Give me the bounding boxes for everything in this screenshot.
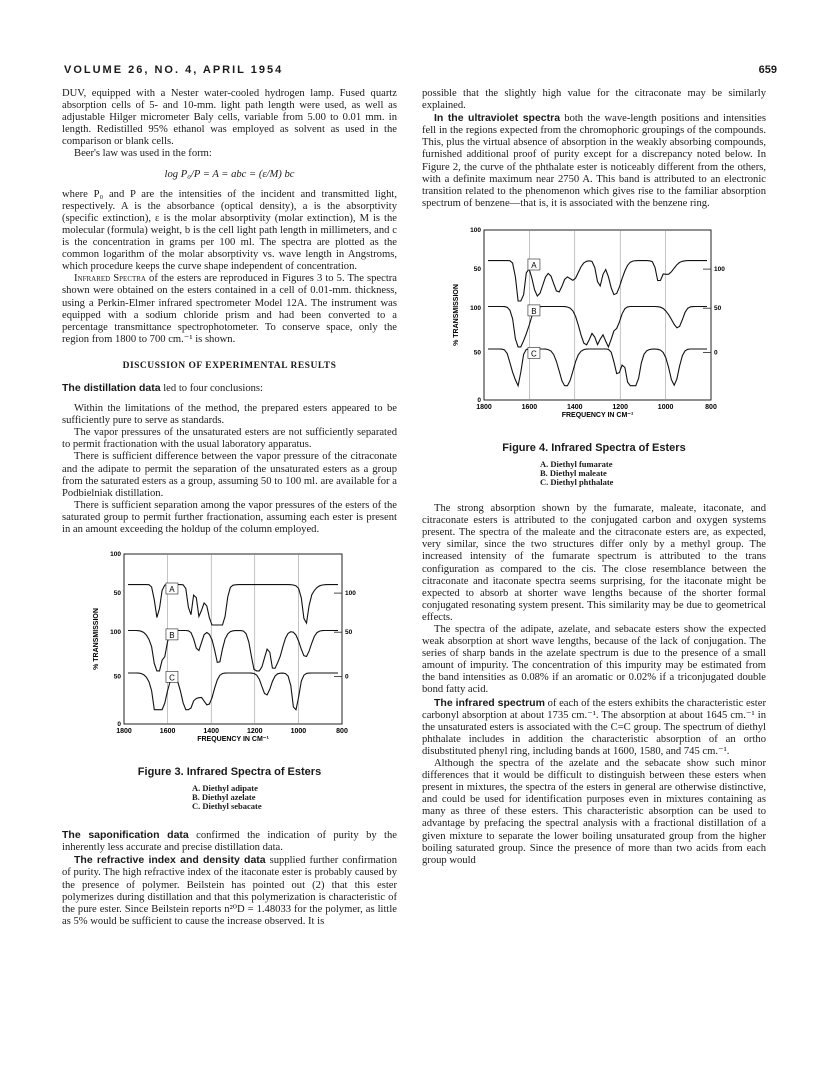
run-in-heading: The saponification data: [62, 829, 189, 842]
left-tick-label: 0: [117, 721, 121, 729]
curve-label: C: [531, 349, 537, 359]
left-tick-label: 100: [110, 551, 121, 559]
legend-item: B. Diethyl maleate: [540, 468, 607, 479]
legend-item: C. Diethyl phthalate: [540, 477, 614, 488]
curve-label: A: [531, 260, 537, 270]
right-tick-label: 0: [714, 349, 718, 357]
paragraph: The vapor pressures of the unsaturated esters are not sufficiently separated to permit fractionation with the usual laboratory apparatus.: [62, 427, 397, 451]
curve-label: B: [531, 306, 537, 316]
paragraph: The strong absorption shown by the fumarate, maleate, itaconate, and citraconate esters is attributed to the conjugated carbon and oxygen systems present. The spectra of the maleate and the citraconate esters are, as expected, very similar, since the two structures differ only by a methyl group. The increased intensity of the fumarate spectrum is attributed to the trans configuration as compared to the cis. The close resemblance between the citraconate and itaconate spectra seems surprising, for the itaconate might be expected to absorb at shorter wave lengths because of the shorter formal conjugated resonating system present. This similarity may be due to geometrical effects.: [422, 503, 766, 623]
x-tick-label: 1400: [203, 728, 219, 736]
left-tick-label: 100: [470, 226, 481, 234]
spectrum-curve: [128, 585, 338, 625]
paragraph: Infrared Spectra of the esters are reproduced in Figures 3 to 5. The spectra shown were obtained on the esters contained in a cell of 0.01-mm. thickness, using a Perkin-Elmer infrared spectrometer Model 12A. The instrument was equipped with a sodium chloride prism and had been converted to a percentage transmittance spectrophotometer. To conserve space, only the region from 1800 to 700 cm.⁻¹ is shown.: [62, 273, 397, 345]
x-tick-label: 1000: [657, 403, 674, 411]
paragraph: The infrared spectrum of each of the esters exhibits the characteristic ester carbonyl absorption at about 1735 cm.⁻¹. The absorption at about 1645 cm.⁻¹ in the unsaturated esters is associated with the C=C group. The spectrum of diethyl phthalate includes in addition the characteristic absorption of an ortho disubstituted phenyl ring, including bands at 1600, 1580, and 745 cm.⁻¹.: [422, 696, 766, 757]
figure-caption: Figure 3. Infrared Spectra of Esters: [137, 766, 322, 779]
curve-label: A: [169, 585, 175, 595]
legend-item: A. Diethyl adipate: [192, 783, 258, 794]
paragraph: There is sufficient separation among the vapor pressures of the esters of the saturated group to permit further fractionation, assuming each ester is present in an amount exceeding the holdup of the column employed.: [62, 499, 397, 535]
curve-label: C: [169, 673, 175, 683]
paragraph: The refractive index and density data supplied further confirmation of purity. The high refractive index of the itaconate ester is probably caused by the presence of polymer. Beilstein has pointed out (2) that this ester polymerizes during distillation and that this polymerization is characteristic of the pure ester. Since Beilstein reports n²⁰D = 1.48033 for the polymer, as little as 5% would be sufficient to cause the increase observed. It is: [62, 854, 397, 927]
figure-legend: [540, 460, 766, 487]
y-axis-label: % TRANSMISSION: [93, 608, 100, 671]
spectrum-curve: [128, 631, 338, 671]
left-tick-label: 50: [473, 266, 481, 274]
section-title: DISCUSSION OF EXPERIMENTAL RESULTS: [122, 360, 337, 371]
left-tick-label: 50: [113, 673, 121, 681]
x-tick-label: 1200: [247, 728, 263, 736]
left-tick-label: 0: [477, 396, 481, 404]
left-tick-label: 100: [110, 629, 121, 637]
run-in-heading: Infrared Spectra: [74, 273, 146, 285]
right-tick-label: 0: [345, 673, 349, 681]
curve-label: B: [169, 630, 175, 640]
x-tick-label: 1800: [476, 403, 492, 411]
paragraph: DUV, equipped with a Nester water-cooled hydrogen lamp. Fused quartz absorption cells of 5- and 10-mm. light path length were used, as well as adjustable Hilger micrometer Baly cells, variable from 5.00 to 0.01 mm. in length. Redistilled 95% ethanol was employed as solvent as used in the comparison or blank cells.: [62, 88, 397, 148]
x-tick-label: 1600: [159, 728, 176, 736]
equation: log P₀/P = A = abc = (ε/M) bc: [164, 168, 295, 180]
run-in-heading: The refractive index and density data: [74, 854, 266, 867]
left-tick-label: 50: [113, 590, 121, 598]
spectrum-curve: [488, 261, 707, 301]
paragraph: The saponification data confirmed the indication of purity by the inherently less accurate and precise distillation data.: [62, 829, 397, 854]
page-number: 659: [758, 64, 777, 76]
right-tick-label: 100: [345, 590, 356, 598]
spectrum-curve: [128, 673, 338, 710]
legend-item: B. Diethyl azelate: [192, 792, 256, 803]
paragraph: Within the limitations of the method, the prepared esters appeared to be sufficiently pure to serve as standards.: [62, 403, 397, 427]
figure-legend: [192, 784, 397, 811]
figure-4: [422, 222, 766, 487]
x-tick-label: 800: [336, 728, 348, 736]
paragraph: Although the spectra of the azelate and the sebacate show such minor differences that it would be difficult to distinguish between these esters when present in mixtures, the spectra of the esters in general are otherwise distinctive, and could be used for identification purposes even in mixtures containing as many as three of these esters. This characteristic absorption can be used to advantage by prefacing the spectral analysis with a fractional distillation of a given mixture to separate the lower boiling unsaturated group from the higher boiling saturated group. Since the presence of more than two acids from each group would: [422, 758, 766, 866]
paragraph: where P₀ and P are the intensities of the incident and transmitted light, respectively. A is the absorbance (optical density), a is the absorptivity (specific extinction), ε is the molar absorptivity (molar extinction), M is the molecular (formula) weight, b is the cell light path length in millimeters, and c is the concentration in grams per 100 ml. The spectra are plotted as the common logarithm of the molar absorptivity vs. wave length in Angstroms, which procedure keeps the curve shape independent of concentration.: [62, 188, 397, 273]
x-axis-label: FREQUENCY IN CM⁻¹: [561, 411, 634, 419]
right-column: [422, 88, 766, 867]
legend-item: A. Diethyl fumarate: [540, 459, 613, 470]
figure-caption: Figure 4. Infrared Spectra of Esters: [502, 441, 686, 454]
paragraph: Beer's law was used in the form:: [74, 148, 212, 160]
x-tick-label: 1800: [116, 728, 132, 736]
figure-4-plot: [422, 222, 766, 440]
running-header: VOLUME 26, NO. 4, APRIL 1954: [64, 64, 284, 76]
right-tick-label: 100: [714, 266, 725, 274]
x-tick-label: 1400: [567, 403, 583, 411]
left-column: [62, 88, 397, 928]
spectrum-curve: [488, 349, 707, 386]
legend-item: C. Diethyl sebacate: [192, 801, 262, 812]
run-in-heading: The distillation data: [62, 381, 161, 394]
left-tick-label: 100: [470, 305, 481, 313]
spectrum-curve: [488, 306, 707, 346]
run-in-heading: In the ultraviolet spectra: [434, 112, 561, 125]
right-tick-label: 50: [714, 305, 722, 313]
figure-3: [62, 546, 397, 811]
right-tick-label: 50: [345, 629, 353, 637]
paragraph: In the ultraviolet spectra both the wave-length positions and intensities fell in the regions expected from the chromophoric groupings of the compounds. This, plus the virtual absence of absorption in the weakly absorbing compounds, furnished additional proof of purity except for a discrepancy noted below. In Figure 2, the curve of the phthalate ester is noticeably different from the others, with a definite maximum near 2750 A. This band is attributed to an electronic transition related to the phenomenon which gives rise to the familiar absorption spectrum of benzene—that is, it is associated with the benzene ring.: [422, 112, 766, 209]
x-tick-label: 1600: [521, 403, 538, 411]
paragraph: The distillation data led to four conclusions:: [62, 381, 263, 394]
x-tick-label: 1200: [612, 403, 628, 411]
paragraph: The spectra of the adipate, azelate, and sebacate esters show the expected weak absorption at short wave lengths, because of the lack of conjugation. The series of sharp bands in the azelate spectrum is due to the presence of a small amount of impurity. The concentration of this impurity may be estimated from the band intensities as 0.08% if an aromatic or 0.02% if a triconjugated double bond fatty acid.: [422, 623, 766, 696]
plot-frame: [124, 554, 342, 724]
x-tick-label: 1000: [290, 728, 307, 736]
y-axis-label: % TRANSMISSION: [453, 284, 460, 346]
plot-frame: [484, 230, 711, 400]
x-tick-label: 800: [705, 403, 717, 411]
figure-3-plot: [62, 546, 397, 764]
left-tick-label: 50: [473, 349, 481, 357]
paragraph: possible that the slightly high value for the citraconate may be similarly explained.: [422, 88, 766, 112]
run-in-heading: The infrared spectrum: [434, 696, 545, 709]
paragraph: There is sufficient difference between the vapor pressure of the citraconate and the adipate to permit the separation of the unsaturated esters as a group from the saturated esters as a group, assuming 50 to 100 ml. are available for a Podbielniak distillation.: [62, 451, 397, 499]
x-axis-label: FREQUENCY IN CM⁻¹: [197, 736, 269, 744]
